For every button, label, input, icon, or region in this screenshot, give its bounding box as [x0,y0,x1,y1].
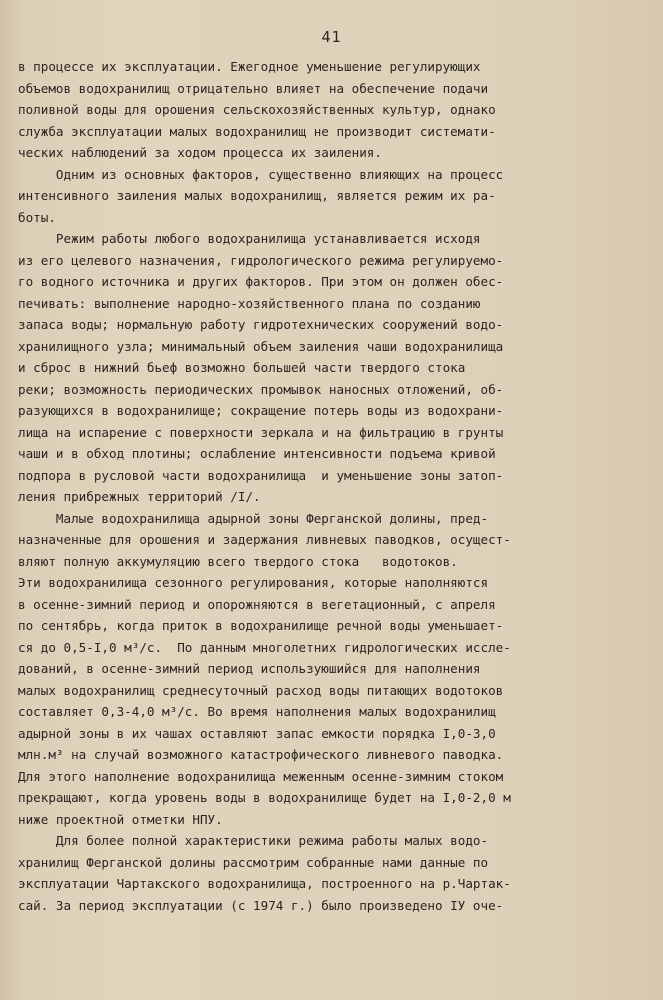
text-line: интенсивного заиления малых водохранилищ, является режим их ра- [18,188,496,203]
text-line: ческих наблюдений за ходом процесса их заиления. [18,145,382,160]
text-line: служба эксплуатации малых водохранилищ не производит системати- [18,123,496,139]
text-line: Для более полной характеристики режима работы малых водо- [18,833,489,848]
text-line: запаса воды; нормальную работу гидротехнических сооружений водо- [18,317,504,332]
text-line: вляют полную аккумуляцию всего твердого стока водотоков. [18,553,458,569]
text-line: Малые водохранилища адырной зоны Ферганской долины, пред- [18,510,489,526]
text-line: дований, в осенне-зимний период используюшийся для наполнения [18,661,481,676]
text-line: составляет 0,3-4,0 м³/с. Во время наполнения малых водохранилищ [18,704,496,719]
text-line: и сброс в нижний бьеф возможно большей части твердого стока [18,360,466,375]
text-line: в осенне-зимний период и опорожняются в вегетационный, с апреля [18,596,496,612]
text-line: подпора в русловой части водохранилища и уменьшение зоны затоп- [18,467,504,483]
text-line: по сентябрь, когда приток в водохранилище речной воды уменьшает- [18,618,504,633]
text-line: эксплуатации Чартакского водохранилища, построенного на р.Чартак- [18,876,511,891]
text-line: хранилищного узла; минимальный объем заиления чаши водохранилища [18,338,504,354]
text-line: го водного источника и других факторов. При этом он должен обес- [18,274,504,289]
text-line: ления прибрежных территорий /I/. [18,489,261,504]
text-line: объемов водохранилищ отрицательно влияет на обеспечение подачи [18,80,489,96]
text-line: чаши и в обход плотины; ослабление интенсивности подъема кривой [18,446,496,461]
text-line: из его целевого назначения, гидрологического режима регулируемо- [18,252,504,268]
text-line: в процессе их эксплуатации. Ежегодное уменьшение регулирующих [18,59,481,74]
text-line: адырной зоны в их чашах оставляют запас емкости порядка I,0-3,0 [18,725,496,741]
text-line: прекращают, когда уровень воды в водохранилище будет на I,0-2,0 м [18,790,511,805]
text-line: ниже проектной отметки НПУ. [18,811,223,827]
text-line: поливной воды для орошения сельскохозяйственных культур, однако [18,102,496,117]
text-line: разующихся в водохранилище; сокращение потерь воды из водохрани- [18,403,504,418]
text-line: лища на испарение с поверхности зеркала и на фильтрацию в грунты [18,424,504,440]
text-line: реки; возможность периодических промывок наносных отложений, об- [18,381,504,397]
text-line: ся до 0,5-I,0 м³/с. По данным многолетних гидрологических иссле- [18,639,511,655]
text-line: Одним из основных факторов, существенно влияющих на процесс [18,166,504,182]
text-line: назначенные для орошения и задержания ливневых паводков, осущест- [18,532,511,547]
text-line: хранилищ Ферганской долины рассмотрим собранные нами данные по [18,854,489,870]
text-line: Режим работы любого водохранилища устанавливается исходя [18,231,481,246]
text-line: печивать: выполнение народно-хозяйственного плана по созданию [18,295,481,311]
text-line: малых водохранилищ среднесуточный расход воды питающих водотоков [18,682,504,698]
page-number: 41 [321,28,342,46]
text-line: боты. [18,209,56,225]
text-line: млн.м³ на случай возможного катастрофического ливневого паводка. [18,747,504,762]
text-line: Эти водохранилища сезонного регулирования, которые наполняются [18,575,489,590]
text-line: сай. За период эксплуатации (с 1974 г.) было произведено IУ оче- [18,897,504,913]
text-line: Для этого наполнение водохранилища меженным осенне-зимним стоком [18,768,504,784]
